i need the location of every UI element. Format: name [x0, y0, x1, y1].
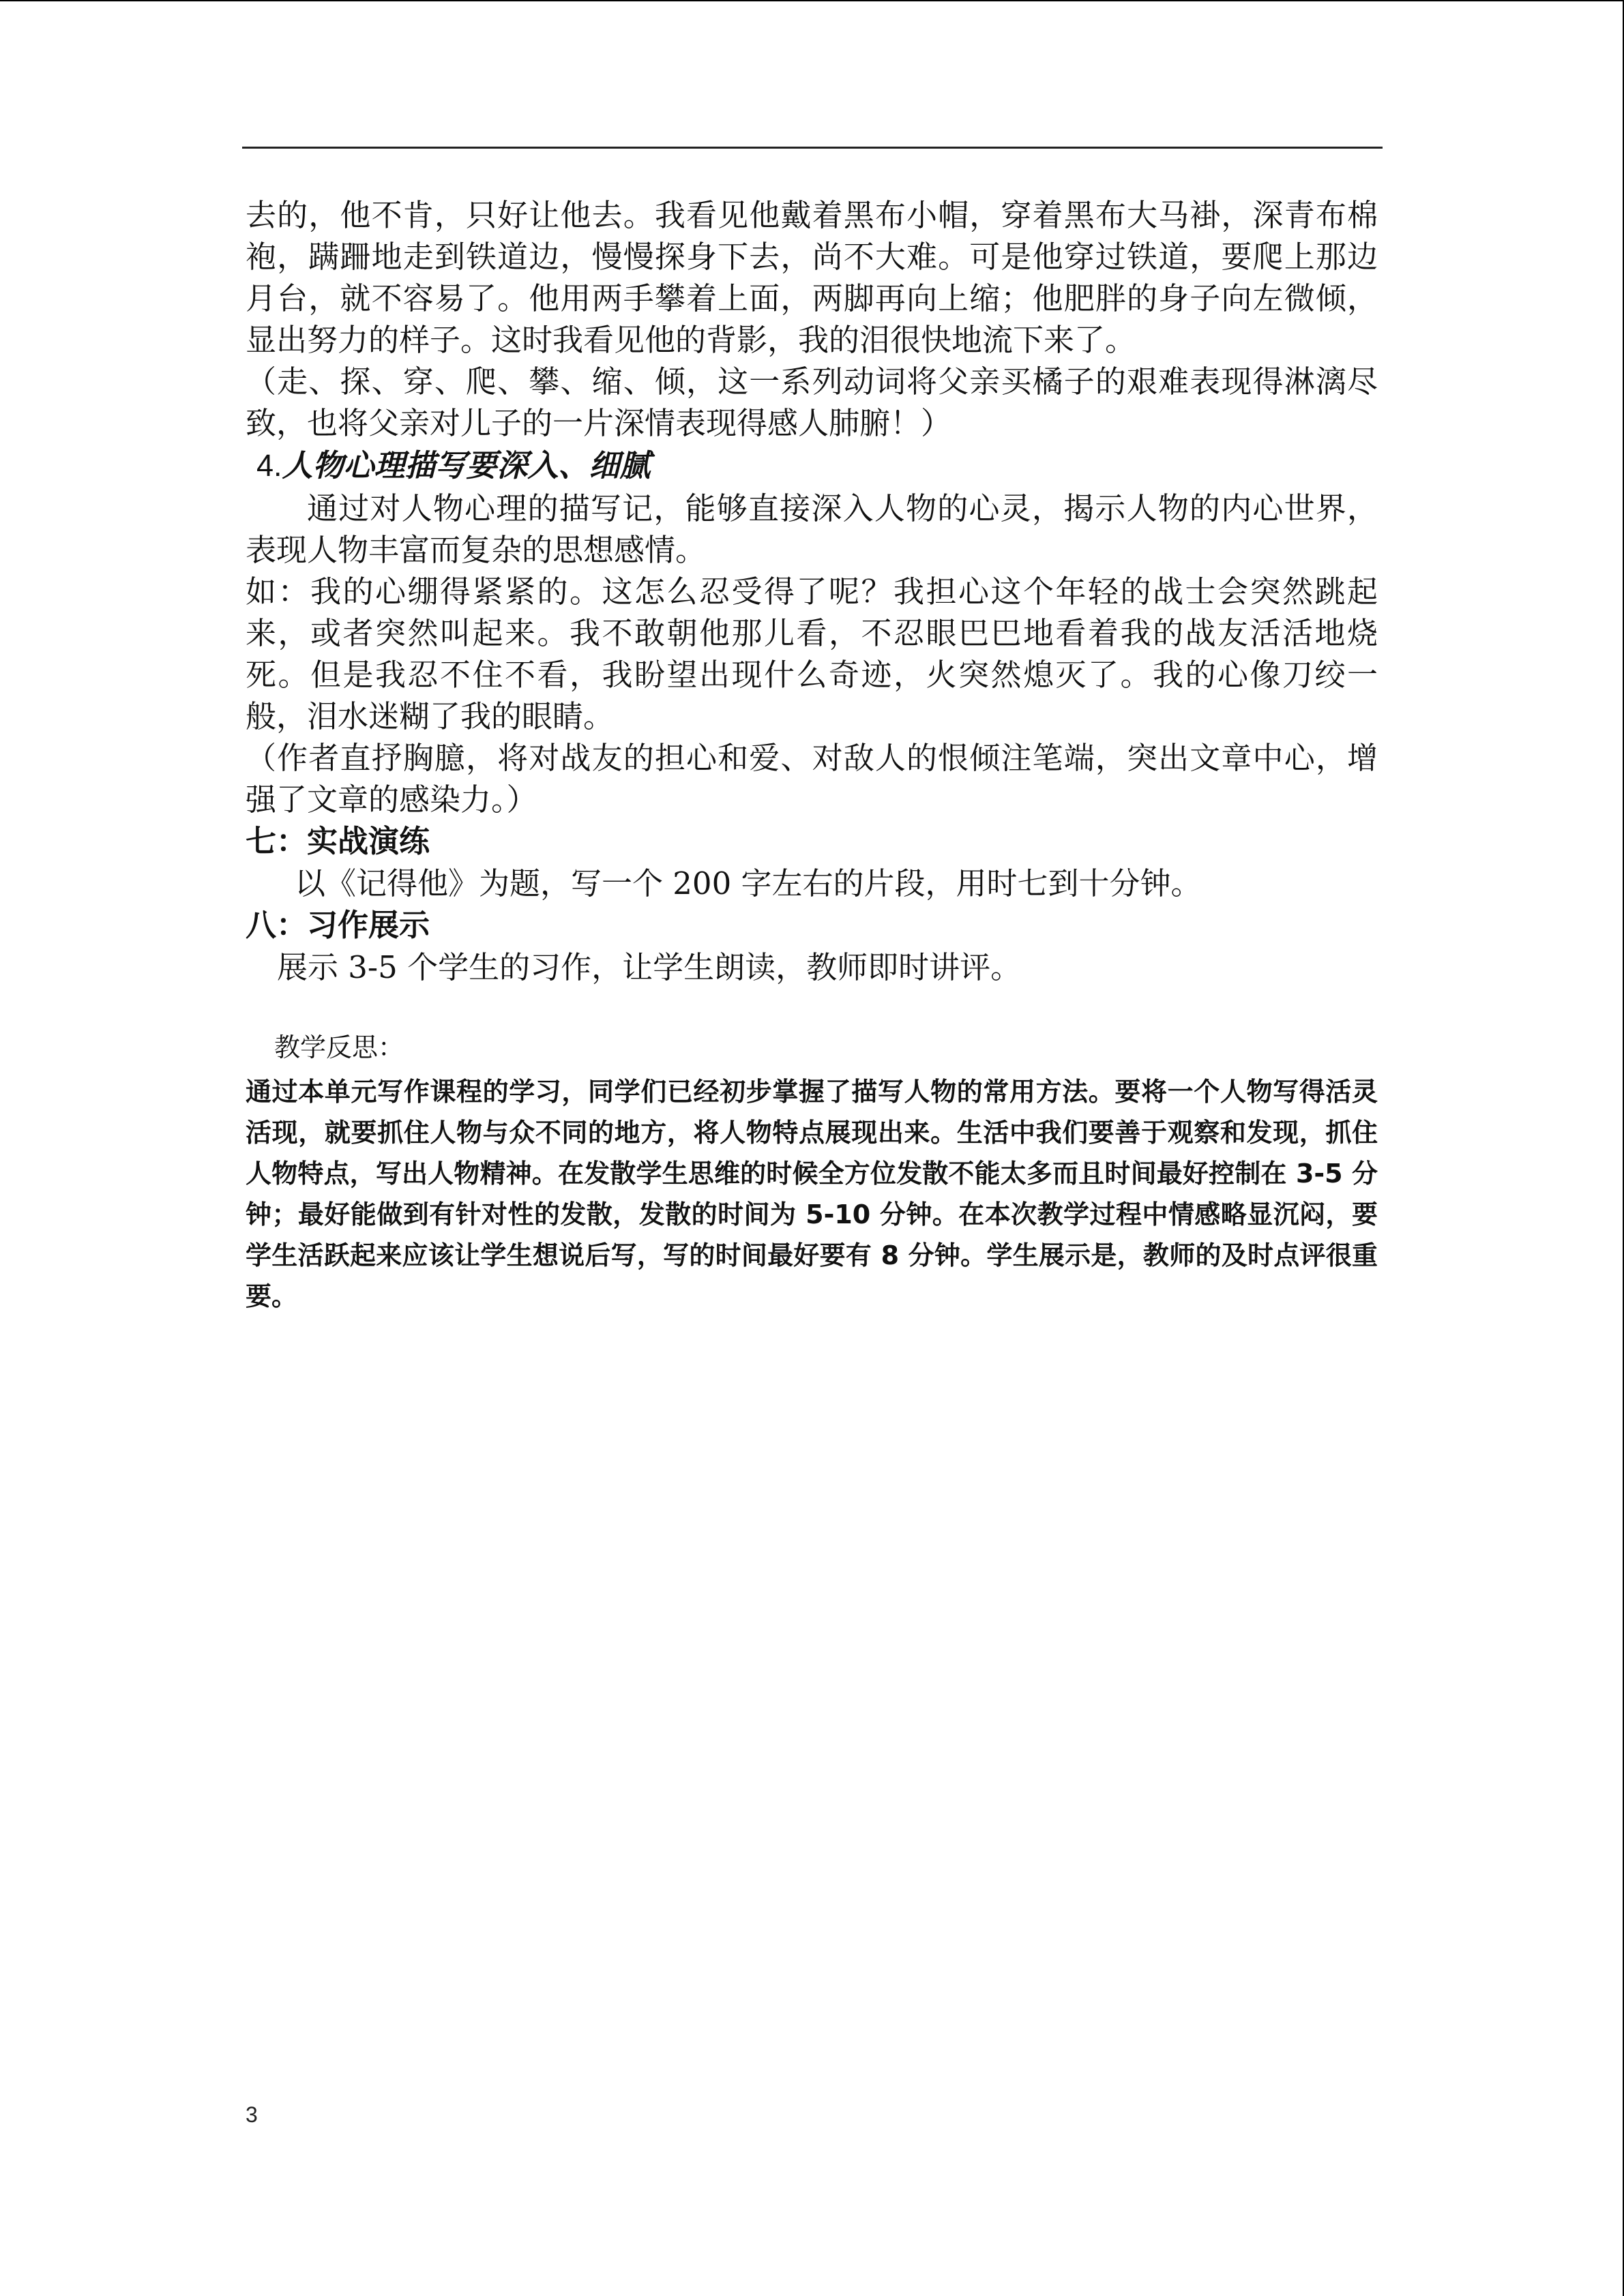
section-7-task: 以《记得他》为题，写一个 200 字左右的片段，用时七到十分钟。	[295, 865, 1202, 901]
section-8-heading: 八：习作展示	[246, 907, 430, 943]
section-4-example: 如：我的心绷得紧紧的。这怎么忍受得了呢？我担心这个年轻的战士会突然跳起来，或者突然叫起来。我不敢朝他那儿看，不忍眼巴巴地看着我的战友活活地烧死。但是我忍不住不看，我盼望出现什么奇迹，火突然熄灭了。我的心像刀绞一般，泪水迷糊了我的眼睛。	[246, 573, 1378, 734]
document-body	[246, 194, 1378, 1317]
header-rule	[242, 147, 1383, 149]
section-4-number: 4.	[256, 448, 282, 483]
reflection-title: 教学反思：	[274, 1032, 404, 1062]
page-number: 3	[246, 2102, 258, 2127]
section-4-intro: 通过对人物心理的描写记，能够直接深入人物的心灵，揭示人物的内心世界，表现人物丰富而复杂的思想感情。	[246, 490, 1378, 568]
reflection-body: 通过本单元写作课程的学习，同学们已经初步掌握了描写人物的常用方法。要将一个人物写得活灵活现，就要抓住人物与众不同的地方，将人物特点展现出来。生活中我们要善于观察和发现，抓住人物特点，写出人物精神。在发散学生思维的时候全方位发散不能太多而且时间最好控制在 3-5 分钟；最好能做到有针对性的发散，发散的时间为 5-10 分钟。在本次教学过程中情感略显沉闷，要学生活跃起来应该让学生想说后写，写的时间最好要有 8 分钟。学生展示是，教师的及时点评很重要。	[246, 1077, 1378, 1311]
section-7-heading: 七：实战演练	[246, 823, 430, 859]
section-4-heading	[246, 444, 1378, 488]
paragraph-verb-analysis-note: （走、探、穿、爬、攀、缩、倾，这一系列动词将父亲买橘子的艰难表现得淋漓尽致，也将父亲对儿子的一片深情表现得感人肺腑！）	[246, 363, 1378, 441]
paragraph-father-crossing: 去的，他不肯，只好让他去。我看见他戴着黑布小帽，穿着黑布大马褂，深青布棉袍，蹒跚地走到铁道边，慢慢探身下去，尚不大难。可是他穿过铁道，要爬上那边月台，就不容易了。他用两手攀着上面，两脚再向上缩；他肥胖的身子向左微倾，显出努力的样子。这时我看见他的背影，我的泪很快地流下来了。	[246, 197, 1378, 358]
section-4-note: （作者直抒胸臆，将对战友的担心和爱、对敌人的恨倾注笔端，突出文章中心，增强了文章的感染力。）	[246, 740, 1378, 818]
section-8-task: 展示 3-5 个学生的习作，让学生朗读，教师即时讲评。	[277, 949, 1022, 985]
section-4-title: 人物心理描写要深入、细腻	[282, 447, 651, 483]
